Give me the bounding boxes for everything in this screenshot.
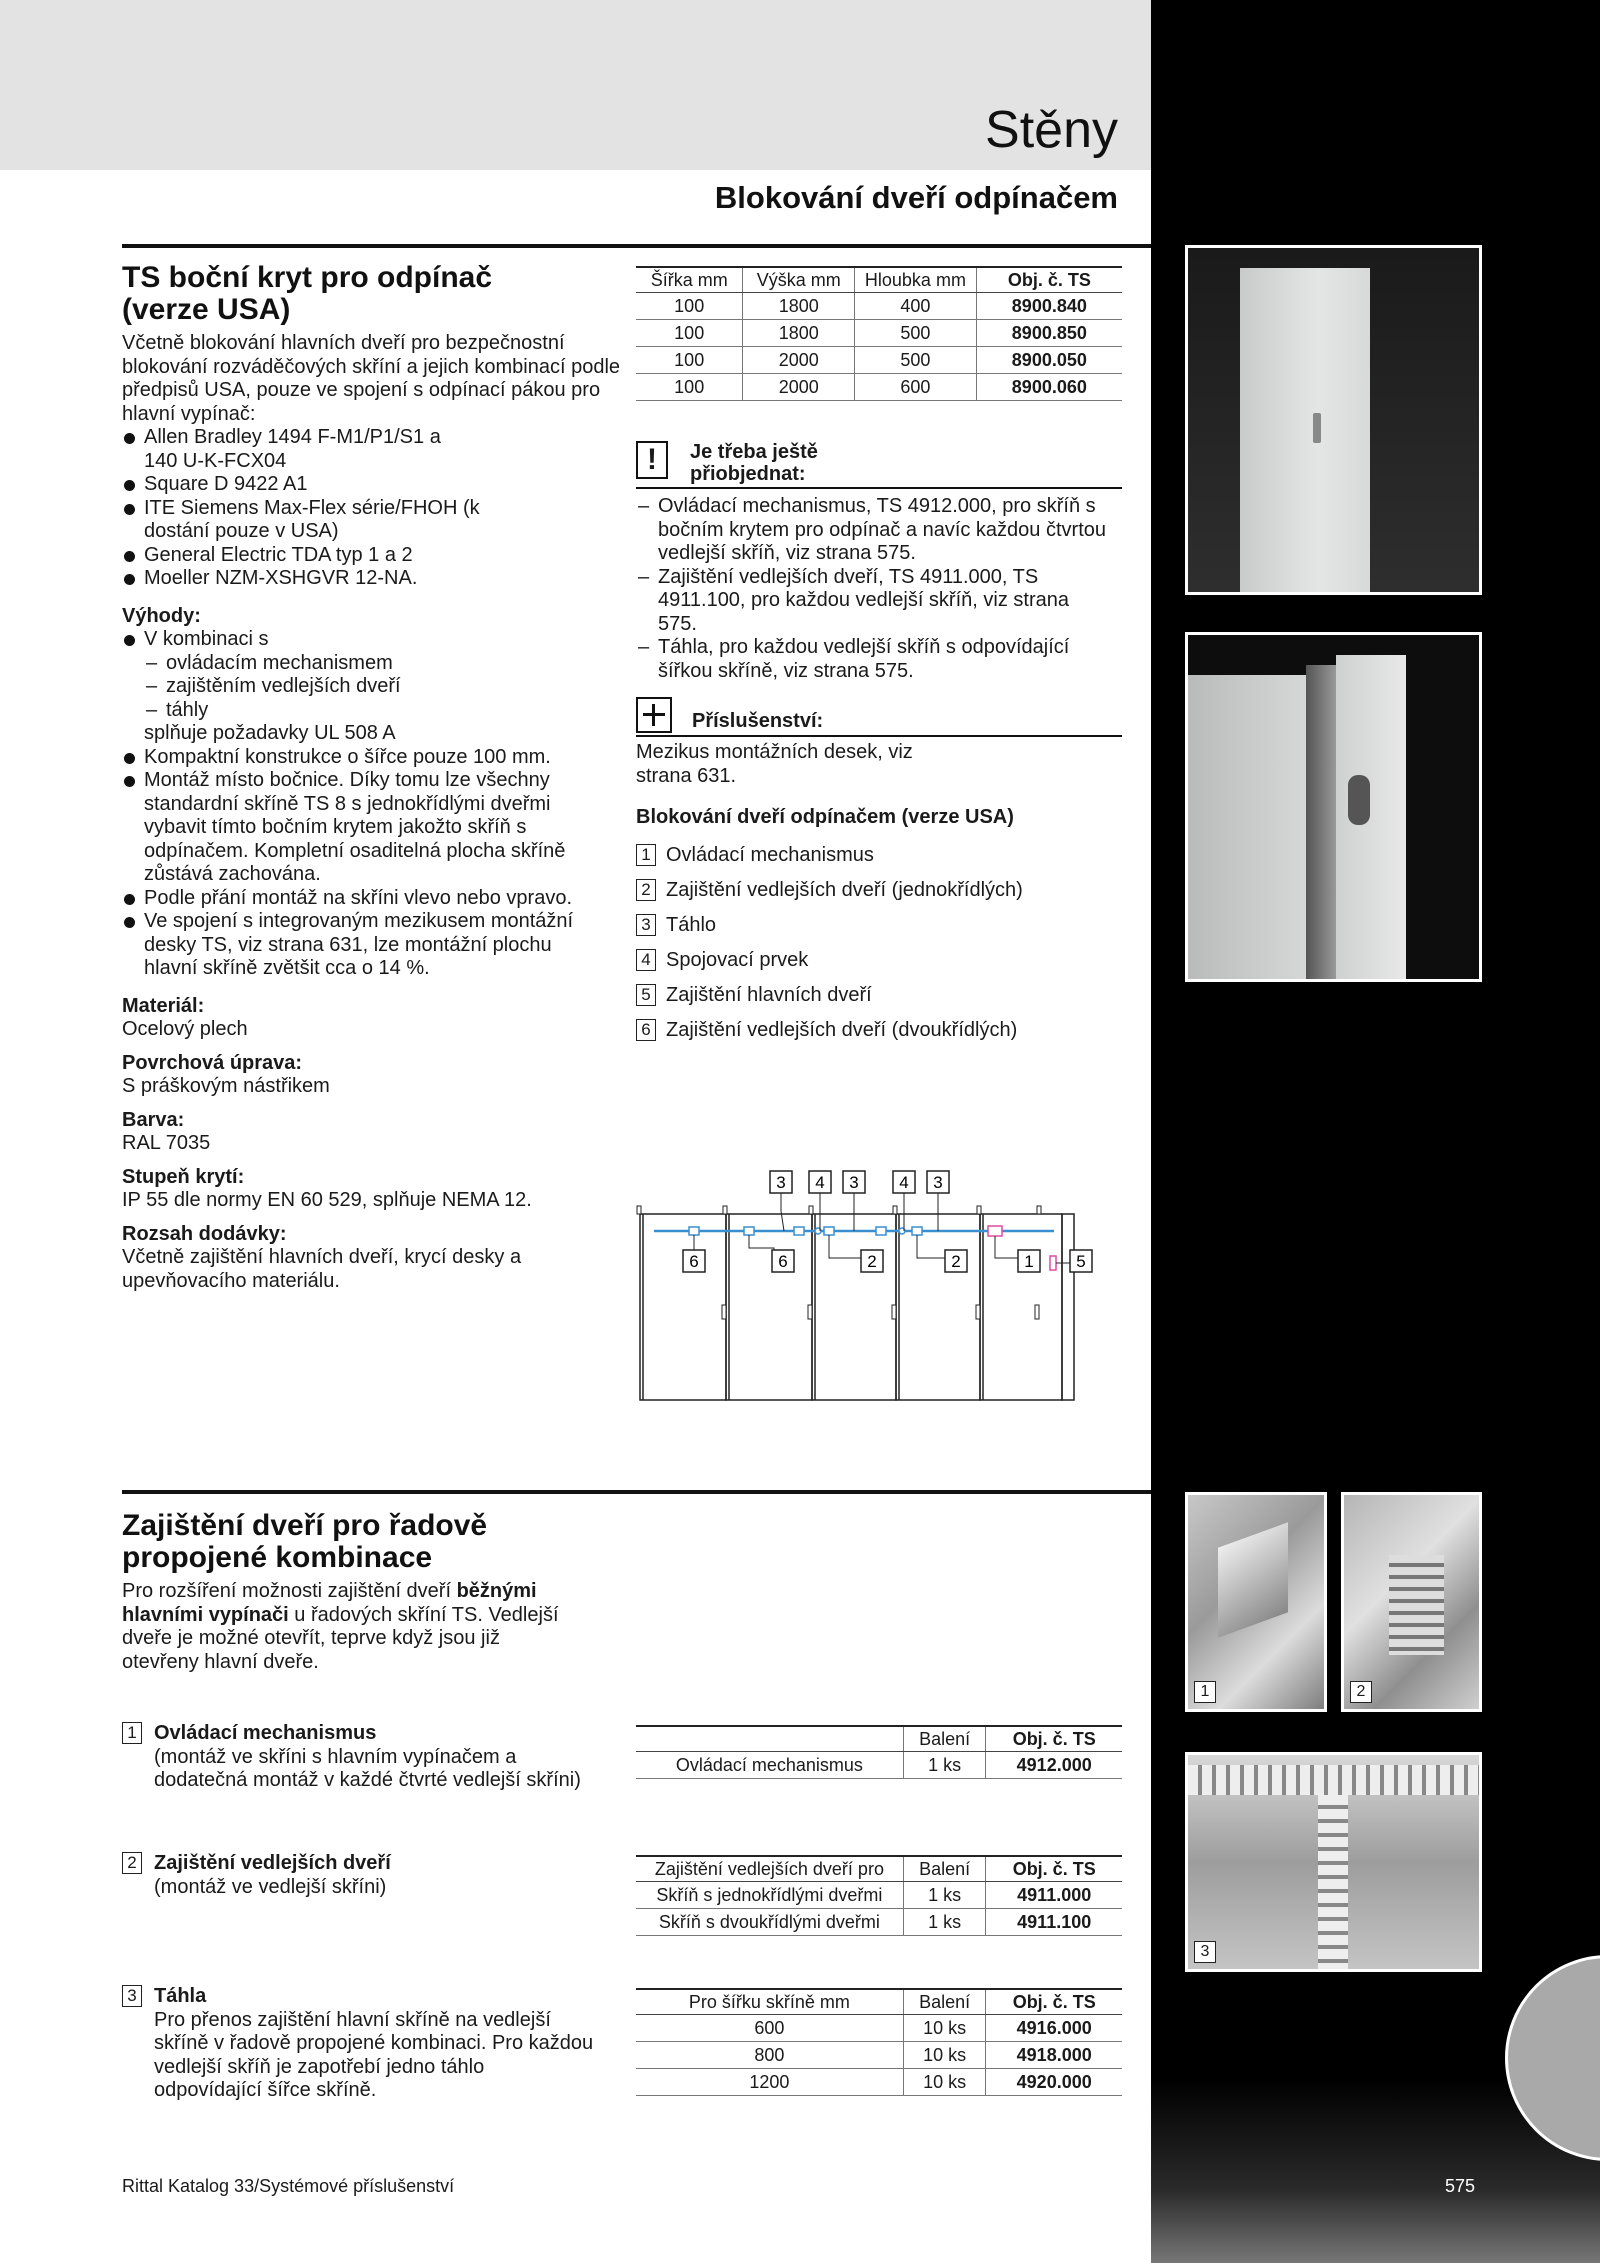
label-2: 2 — [867, 1252, 877, 1271]
accessories — [636, 697, 1122, 788]
accessories-text: Mezikus montážních desek, viz strana 631. — [636, 741, 913, 787]
lock-element — [876, 1227, 886, 1235]
order-note-header — [636, 441, 1122, 489]
lock-element — [912, 1227, 922, 1235]
table-cell: 1 ks — [903, 1909, 986, 1936]
cabinet — [640, 1214, 726, 1400]
hinge — [892, 1305, 896, 1319]
page-subtitle: Blokování dveří odpínačem — [714, 180, 1118, 215]
legend-label: Spojovací prvek — [666, 948, 809, 971]
hinge — [808, 1305, 812, 1319]
page-title: Stěny — [985, 101, 1118, 159]
table-cell: 600 — [855, 374, 977, 401]
hinge — [977, 1206, 981, 1214]
order-note-list — [636, 495, 1122, 683]
table-cell: 100 — [636, 293, 743, 320]
section1-intro: Včetně blokování hlavních dveří pro bezpečnostní blokování rozváděčových skříní a jejich kombinací podle předpisů USA, pouze ve spojení s odpínací pákou pro hlavní vypínač: — [122, 332, 621, 425]
legend-number: 4 — [636, 949, 656, 971]
list-item: – táhly — [144, 699, 622, 723]
photo-detail — [1218, 1522, 1288, 1637]
table-row — [636, 1752, 1122, 1779]
switch-handle — [1348, 775, 1370, 825]
lock-element — [744, 1227, 754, 1235]
photo-rod — [1185, 1752, 1482, 1972]
item-desc: (montáž ve vedlejší skříni) — [154, 1875, 387, 1898]
legend-item — [636, 838, 1122, 873]
list-item: Kompaktní konstrukce o šířce pouze 100 mm. — [122, 746, 622, 770]
table-cell: Skříň s jednokřídlými dveřmi — [636, 1882, 903, 1909]
legend-item — [636, 1013, 1122, 1048]
table-cell: 100 — [636, 320, 743, 347]
cabinet — [980, 1214, 1062, 1400]
table-cell: Skříň s dvoukřídlými dveřmi — [636, 1909, 903, 1936]
side-cover-panel — [1336, 655, 1406, 982]
table-cell: 600 — [636, 2015, 903, 2042]
table-row — [636, 2069, 1122, 2096]
label-4: 4 — [815, 1173, 825, 1192]
cabinet — [726, 1214, 812, 1400]
label-5: 5 — [1076, 1252, 1086, 1271]
advantages-title: Výhody: — [122, 604, 201, 627]
label-3: 3 — [849, 1173, 859, 1192]
order-number: 8900.050 — [976, 347, 1122, 374]
legend-item — [636, 943, 1122, 978]
spec-delivery — [122, 1223, 622, 1294]
operating-mechanism — [988, 1226, 1002, 1236]
legend-label: Zajištění hlavních dveří — [666, 983, 872, 1006]
item-number: 3 — [122, 1985, 142, 2007]
col-header: Balení — [903, 1989, 986, 2015]
warning-icon: ! — [636, 441, 668, 479]
switch-list — [122, 426, 622, 591]
item-title: Táhla — [154, 1985, 207, 2007]
spec-label: Povrchová úprava: — [122, 1051, 303, 1074]
top-labels — [770, 1171, 949, 1193]
section2-item-2 — [122, 1852, 622, 1899]
col-header: Obj. č. TS — [986, 1856, 1122, 1882]
item-number: 2 — [122, 1852, 142, 1874]
table-row — [636, 1909, 1122, 1936]
order-number: 4911.100 — [986, 1909, 1122, 1936]
order-number: 4916.000 — [986, 2015, 1122, 2042]
legend-label: Ovládací mechanismus — [666, 843, 874, 866]
main-door-lock — [1050, 1256, 1056, 1270]
section2-divider — [122, 1490, 1151, 1494]
section1-left — [122, 262, 622, 1293]
cabinet — [812, 1214, 896, 1400]
product-photo-cabinet — [1185, 245, 1482, 595]
table-row — [636, 1882, 1122, 1909]
hinge — [1037, 1206, 1041, 1214]
table-row — [636, 374, 1122, 401]
col-header: Zajištění vedlejších dveří pro — [636, 1856, 903, 1882]
item-text — [154, 1985, 604, 2103]
item-desc: (montáž ve skříni s hlavním vypínačem a dodatečná montáž v každé čtvrté vedlejší skříni) — [154, 1745, 581, 1791]
legend-number: 6 — [636, 1019, 656, 1041]
top-divider — [122, 244, 1151, 248]
table-header-row — [636, 1726, 1122, 1752]
order-note-title: Je třeba ještě přiobjednat: — [690, 441, 818, 485]
table-header-row — [636, 1989, 1122, 2015]
leader — [781, 1193, 784, 1231]
col-header: Balení — [903, 1726, 986, 1752]
legend-label: Zajištění vedlejších dveří (dvoukřídlých) — [666, 1018, 1018, 1041]
table-cell: 1800 — [743, 293, 855, 320]
table-cell: 100 — [636, 347, 743, 374]
table-row — [636, 293, 1122, 320]
table-header-row — [636, 1856, 1122, 1882]
legend-item — [636, 908, 1122, 943]
photo-label: 1 — [1194, 1681, 1216, 1703]
bottom-labels — [683, 1250, 1092, 1272]
col-header: Výška mm — [743, 267, 855, 293]
table-cell: 800 — [636, 2042, 903, 2069]
photo-detail — [1318, 1795, 1348, 1972]
col-header: Hloubka mm — [855, 267, 977, 293]
table-row — [636, 2042, 1122, 2069]
leader — [995, 1236, 1018, 1258]
table-cell: 1 ks — [903, 1752, 986, 1779]
table-cell: 400 — [855, 293, 977, 320]
section2-item-3 — [122, 1985, 622, 2103]
side-cover — [1062, 1214, 1074, 1400]
list-item: – ovládacím mechanismem — [144, 652, 622, 676]
photo-detail — [1188, 1765, 1482, 1795]
table-cell: 100 — [636, 374, 743, 401]
spec-label: Stupeň krytí: — [122, 1165, 245, 1188]
label-6: 6 — [689, 1252, 699, 1271]
intro-bold: běžnými hlavními vypínači — [122, 1580, 537, 1626]
leader — [829, 1235, 861, 1258]
accessories-header — [636, 697, 1122, 737]
section2-item-1 — [122, 1722, 622, 1793]
photo-label: 3 — [1194, 1941, 1216, 1963]
spec-label: Rozsah dodávky: — [122, 1222, 287, 1245]
table-cell: 500 — [855, 320, 977, 347]
order-number: 4918.000 — [986, 2042, 1122, 2069]
leader — [749, 1235, 774, 1250]
header-band — [0, 0, 1151, 170]
mechanism-table — [636, 1725, 1122, 1779]
spec-finish — [122, 1052, 622, 1099]
label-3: 3 — [933, 1173, 943, 1192]
table-row — [636, 320, 1122, 347]
col-header: Pro šířku skříně mm — [636, 1989, 903, 2015]
col-header: Balení — [903, 1856, 986, 1882]
spec-protection — [122, 1166, 622, 1213]
col-header — [636, 1726, 903, 1752]
product-table — [636, 266, 1122, 401]
list-item: Ve spojení s integrovaným mezikusem montážní desky TS, viz strana 631, lze montážní plochu hlavní skříně zvětšit cca o 14 %. — [122, 910, 584, 981]
table-header-row — [636, 267, 1122, 293]
lock-element — [794, 1227, 804, 1235]
door-frame — [1306, 665, 1336, 982]
intro-end: u řadových skříní TS. Vedlejší dveře je možné otevřít, teprve když jsou již otevřeny hlavní dveře. — [122, 1603, 559, 1673]
col-header: Obj. č. TS — [986, 1726, 1122, 1752]
table-cell: Ovládací mechanismus — [636, 1752, 903, 1779]
spec-label: Barva: — [122, 1108, 185, 1131]
legend — [636, 806, 1122, 1048]
order-number: 8900.850 — [976, 320, 1122, 347]
spec-value: IP 55 dle normy EN 60 529, splňuje NEMA 12. — [122, 1189, 532, 1211]
item-number: 1 — [122, 1722, 142, 1744]
section1-right — [636, 266, 1122, 1048]
order-number: 4912.000 — [986, 1752, 1122, 1779]
legend-number: 1 — [636, 844, 656, 866]
label-6: 6 — [778, 1252, 788, 1271]
table-cell: 10 ks — [903, 2015, 986, 2042]
order-number: 8900.060 — [976, 374, 1122, 401]
table-cell: 10 ks — [903, 2042, 986, 2069]
section2-intro — [122, 1580, 572, 1674]
hinge — [723, 1206, 727, 1214]
order-number: 8900.840 — [976, 293, 1122, 320]
table-row — [636, 347, 1122, 374]
legend-title: Blokování dveří odpínačem (verze USA) — [636, 806, 1014, 828]
label-3: 3 — [776, 1173, 786, 1192]
product-photo-door — [1185, 632, 1482, 982]
advantages-list — [122, 628, 622, 981]
col-header: Obj. č. TS — [976, 267, 1122, 293]
section1-heading: TS boční kryt pro odpínač (verze USA) — [122, 261, 493, 326]
order-number: 4920.000 — [986, 2069, 1122, 2096]
legend-label: Táhlo — [666, 913, 717, 936]
col-header: Šířka mm — [636, 267, 743, 293]
hinge — [893, 1206, 897, 1214]
list-item: – zajištěním vedlejších dveří — [144, 675, 622, 699]
hinge — [637, 1206, 641, 1214]
table-cell: 2000 — [743, 374, 855, 401]
hinge — [976, 1305, 980, 1319]
section2-left — [122, 1510, 622, 1674]
legend-label: Zajištění vedlejších dveří (jednokřídlých) — [666, 878, 1023, 901]
cabinet-side-panel — [1240, 268, 1370, 595]
table-cell: 2000 — [743, 347, 855, 374]
legend-number: 2 — [636, 879, 656, 901]
page-number: 575 — [1445, 2176, 1476, 2196]
spec-value: Včetně zajištění hlavních dveří, krycí desky a upevňovacího materiálu. — [122, 1246, 522, 1292]
photo-label: 2 — [1350, 1681, 1372, 1703]
cabinets — [640, 1214, 1074, 1400]
leader — [917, 1235, 945, 1258]
table-cell: 1200 — [636, 2069, 903, 2096]
item-text — [154, 1852, 604, 1899]
adv-combination: V kombinaci s — [144, 628, 269, 650]
list-item: General Electric TDA typ 1 a 2 — [122, 544, 622, 568]
list-item: – Zajištění vedlejších dveří, TS 4911.000, TS 4911.100, pro každou vedlejší skříň, viz strana 575. — [636, 566, 1078, 637]
item-title: Zajištění vedlejších dveří — [154, 1852, 391, 1874]
label-4: 4 — [899, 1173, 909, 1192]
label-1: 1 — [1024, 1252, 1034, 1271]
legend-item — [636, 873, 1122, 908]
table-cell: 500 — [855, 347, 977, 374]
hinge — [1035, 1305, 1039, 1319]
spec-color — [122, 1109, 622, 1156]
item-title: Ovládací mechanismus — [154, 1722, 377, 1744]
order-number: 4911.000 — [986, 1882, 1122, 1909]
rod-table — [636, 1988, 1122, 2096]
spec-label: Materiál: — [122, 994, 205, 1017]
lock-element — [689, 1227, 699, 1235]
hinge — [809, 1206, 813, 1214]
door-lock-table — [636, 1855, 1122, 1936]
adv-sublist — [122, 652, 622, 723]
section2-heading: Zajištění dveří pro řadově propojené kombinace — [122, 1509, 488, 1574]
spec-value: S práškovým nástřikem — [122, 1075, 330, 1097]
spec-material — [122, 995, 622, 1042]
plus-icon — [636, 697, 672, 733]
footer-catalog: Rittal Katalog 33/Systémové příslušenství — [122, 2176, 455, 2196]
table-cell: 10 ks — [903, 2069, 986, 2096]
cabinet — [896, 1214, 980, 1400]
photo-door-lock — [1341, 1492, 1482, 1712]
col-header: Obj. č. TS — [986, 1989, 1122, 2015]
plus-icon-v — [652, 704, 655, 726]
table-cell: 1 ks — [903, 1882, 986, 1909]
item-text — [154, 1722, 604, 1793]
adv-ul: splňuje požadavky UL 508 A — [144, 722, 396, 744]
table-row — [636, 2015, 1122, 2042]
list-item: Allen Bradley 1494 F-M1/P1/S1 a 140 U-K-FCX04 — [122, 426, 454, 473]
hinge — [722, 1305, 726, 1319]
legend-number: 3 — [636, 914, 656, 936]
list-item: ITE Siemens Max-Flex série/FHOH (k dostání pouze v USA) — [122, 497, 504, 544]
list-item: – Táhla, pro každou vedlejší skříň s odpovídající šířkou skříně, viz strana 575. — [636, 636, 1108, 683]
cabinet-handle — [1313, 413, 1321, 443]
door-panel — [1188, 675, 1306, 982]
table-cell: 1800 — [743, 320, 855, 347]
list-item — [122, 628, 622, 746]
list-item: Moeller NZM-XSHGVR 12-NA. — [122, 567, 622, 591]
list-item: Square D 9422 A1 — [122, 473, 622, 497]
list-item: Montáž místo bočnice. Díky tomu lze všechny standardní skříně TS 8 s jednokřídlými dveřmi vybavit tímto bočním krytem jakožto skříň s odpínačem. Kompletní osaditelná plocha skříně zůstává zachována. — [122, 769, 584, 887]
order-note — [636, 441, 1122, 683]
spec-value: Ocelový plech — [122, 1018, 248, 1040]
list-item: – Ovládací mechanismus, TS 4912.000, pro skříň s bočním krytem pro odpínač a navíc každou čtvrtou vedlejší skříň, viz strana 575. — [636, 495, 1123, 566]
label-2: 2 — [951, 1252, 961, 1271]
photo-mechanism — [1185, 1492, 1327, 1712]
spec-value: RAL 7035 — [122, 1132, 211, 1154]
lock-element — [824, 1227, 834, 1235]
photo-detail — [1389, 1555, 1444, 1655]
legend-number: 5 — [636, 984, 656, 1006]
intro-start: Pro rozšíření možnosti zajištění dveří — [122, 1580, 452, 1602]
interlock-diagram — [634, 1170, 1114, 1415]
item-desc: Pro přenos zajištění hlavní skříně na vedlejší skříně v řadově propojené kombinaci. Pro každou vedlejší skříň je zapotřebí jedno táhlo odpovídající šířce skříně. — [154, 2008, 594, 2101]
list-item: Podle přání montáž na skříni vlevo nebo vpravo. — [122, 887, 622, 911]
legend-item — [636, 978, 1122, 1013]
accessories-title: Příslušenství: — [692, 709, 824, 732]
